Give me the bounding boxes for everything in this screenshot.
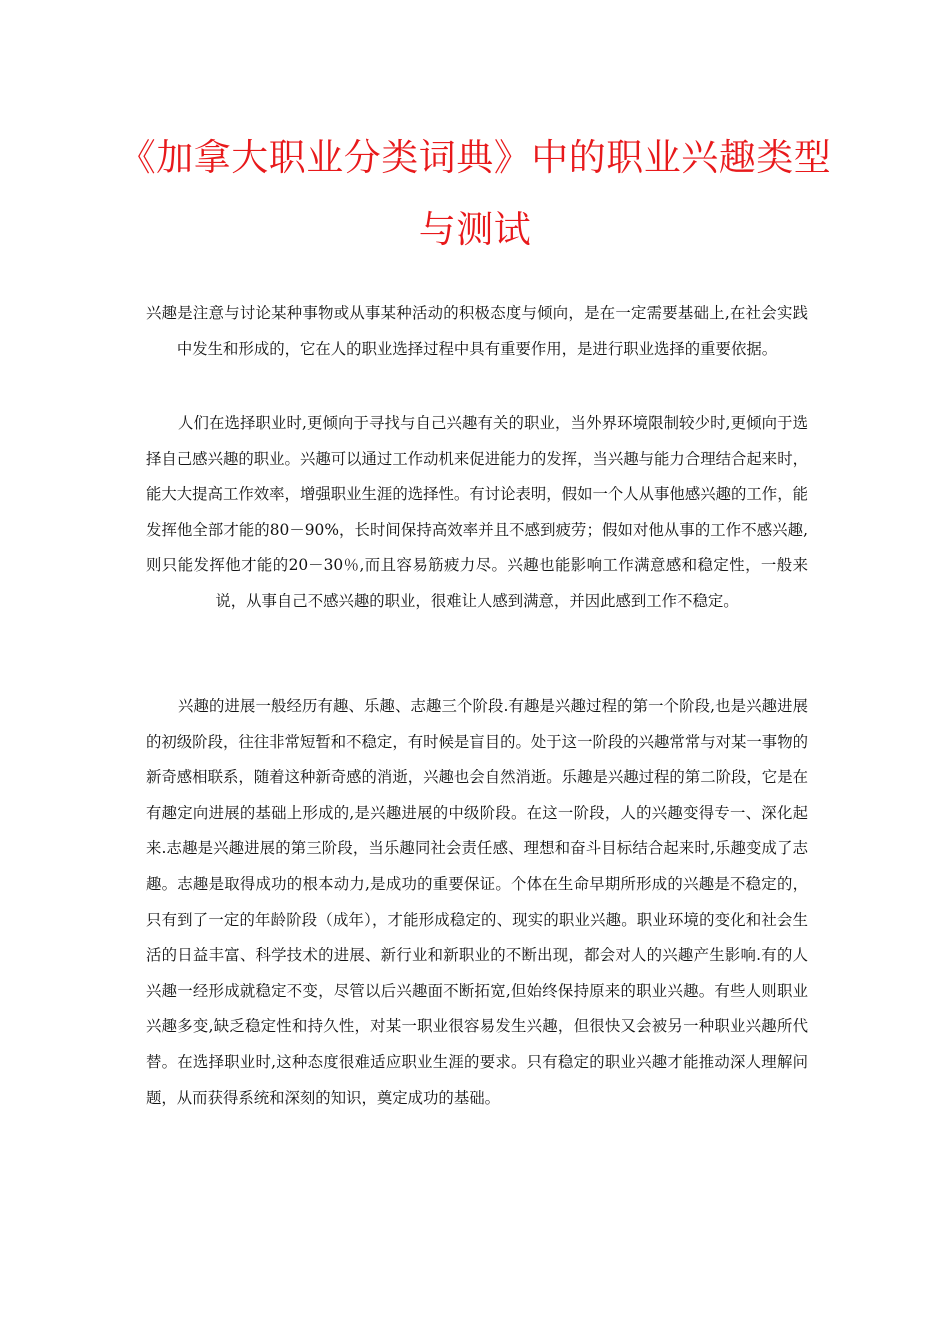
paragraph-interest-stages: 兴趣的进展一般经历有趣、乐趣、志趣三个阶段.有趣是兴趣过程的第一个阶段,也是兴趣进展的初级阶段，往往非常短暂和不稳定，有时候是盲目的。处于这一阶段的兴趣常常与对某一事物的新奇感相联系，随着这种新奇感的消逝，兴趣也会自然消逝。乐趣是兴趣过程的第二阶段，它是在有趣定向进展的基础上形成的,是兴趣进展的中级阶段。在这一阶段，人的兴趣变得专一、深化起来.志趣是兴趣进展的第三阶段，当乐趣同社会责任感、理想和奋斗目标结合起来时,乐趣变成了志趣。志趣是取得成功的根本动力,是成功的重要保证。个体在生命早期所形成的兴趣是不稳定的，只有到了一定的年龄阶段（成年），才能形成稳定的、现实的职业兴趣。职业环境的变化和社会生活的日益丰富、科学技术的进展、新行业和新职业的不断出现，都会对人的兴趣产生影响.有的人兴趣一经形成就稳定不变，尽管以后兴趣面不断拓宽,但始终保持原来的职业兴趣。有些人则职业兴趣多变,缺乏稳定性和持久性，对某一职业很容易发生兴趣，但很快又会被另一种职业兴趣所代替。在选择职业时,这种态度很难适应职业生涯的要求。只有稳定的职业兴趣才能推动深人理解问题，从而获得系统和深刻的知识，奠定成功的基础。 <box>146 697 808 1107</box>
paragraph-career-choice: 人们在选择职业时,更倾向于寻找与自己兴趣有关的职业，当外界环境限制较少时,更倾向于选择自己感兴趣的职业。兴趣可以通过工作动机来促进能力的发挥，当兴趣与能力合理结合起来时，能大大提高工作效率，增强职业生涯的选择性。有讨论表明，假如一个人从事他感兴趣的工作，能发挥他全部才能的80－90%，长时间保持高效率并且不感到疲劳；假如对他从事的工作不感兴趣,则只能发挥他才能的20－30％,而且容易筋疲力尽。兴趣也能影响工作满意感和稳定性，一般来说，从事自己不感兴趣的职业，很难让人感到满意，并因此感到工作不稳定。 <box>146 414 808 610</box>
document-title: 《加拿大职业分类词典》中的职业兴趣类型与测试 <box>118 136 832 251</box>
paragraph-definition: 兴趣是注意与讨论某种事物或从事某种活动的积极态度与倾向，是在一定需要基础上,在社会实践中发生和形成的，它在人的职业选择过程中具有重要作用，是进行职业选择的重要依据。 <box>146 304 808 358</box>
